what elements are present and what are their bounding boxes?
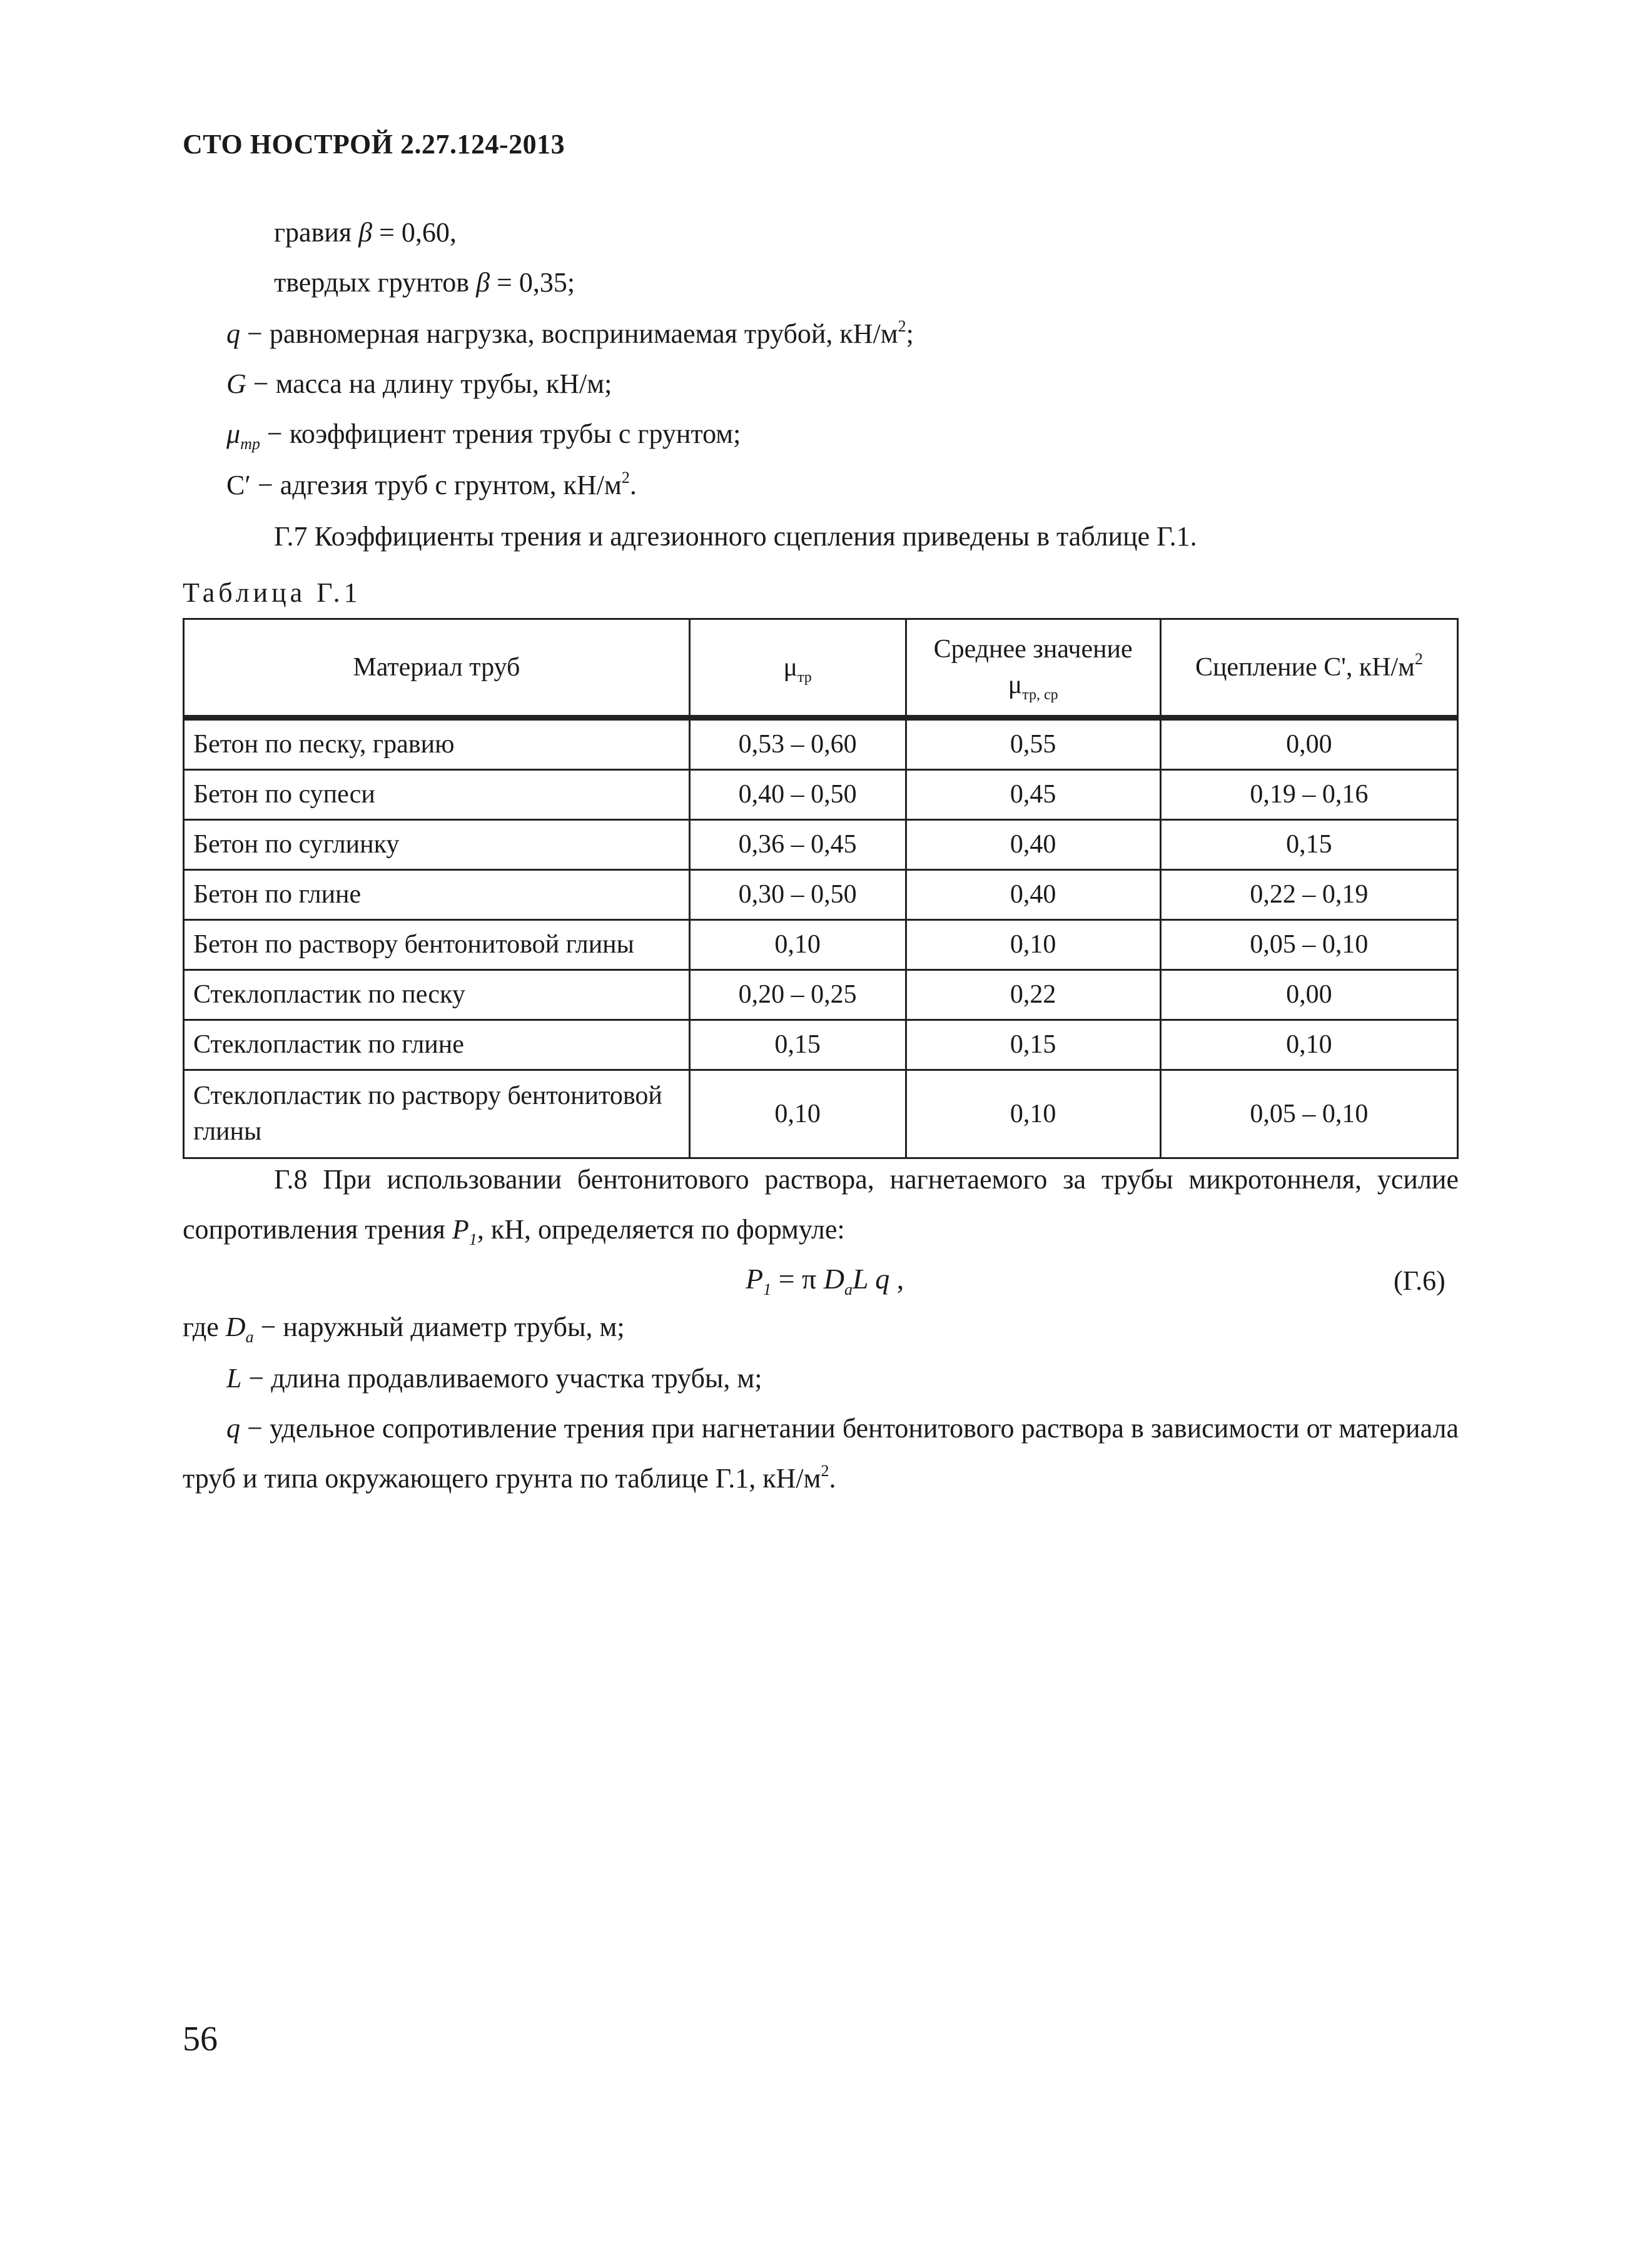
table-row <box>184 1070 1458 1158</box>
mu-range-cell: 0,30 – 0,50 <box>689 870 906 920</box>
table-row <box>184 970 1458 1020</box>
g-symbol: G <box>226 368 246 399</box>
q-definition-line: q − равномерная нагрузка, воспринимаемая трубой, $кН/м^2$; <box>226 317 914 349</box>
c-symbol: C′ <box>226 470 251 500</box>
adhesion-cell: 0,05 – 0,10 <box>1160 1070 1457 1158</box>
adhesion-cell: 0,19 – 0,16 <box>1160 770 1457 820</box>
clause-g8: Г.8 При использовании бентонитового раствора, нагнетаемого за трубы микротоннеля, усилие сопротивления трения $P_1$, кН, определяется по формуле: <box>183 1164 1459 1248</box>
mu-definition-line: $\mu_{тр}$ − коэффициент трения трубы с грунтом; <box>226 418 741 453</box>
mu-range-cell: 0,15 <box>689 1020 906 1070</box>
material-cell: Стеклопластик по глине <box>184 1020 690 1070</box>
q-symbol: q <box>226 318 240 349</box>
l-symbol: L <box>226 1363 242 1394</box>
table-row <box>184 820 1458 870</box>
gravel-label: гравия <box>274 217 352 248</box>
mu-symbol: μ <box>226 418 241 449</box>
table-row <box>184 770 1458 820</box>
mu-average-cell: 0,22 <box>906 970 1160 1020</box>
adhesion-cell: 0,00 <box>1160 718 1457 770</box>
material-cell: Бетон по песку, гравию <box>184 718 690 770</box>
mu-range-cell: 0,10 <box>689 920 906 970</box>
material-cell: Бетон по глине <box>184 870 690 920</box>
da-definition-line: где $D_a$ − наружный диаметр трубы, м; <box>183 1312 625 1346</box>
table-caption: Таблица Г.1 <box>183 577 362 608</box>
document-header: СТО НОСТРОЙ 2.27.124-2013 <box>183 129 565 159</box>
mu-range-cell: 0,10 <box>689 1070 906 1158</box>
mu-average-cell: 0,10 <box>906 1070 1160 1158</box>
mu-average-cell: 0,15 <box>906 1020 1160 1070</box>
c-definition: − адгезия труб с грунтом, кН/м <box>250 470 622 500</box>
material-cell: Бетон по суглинку <box>184 820 690 870</box>
adhesion-cell: 0,15 <box>1160 820 1457 870</box>
beta-symbol: β <box>476 267 490 298</box>
header-average: Среднее значение $\mu_{тр, ср}$ <box>906 619 1160 718</box>
clause-g7: Г.7 Коэффициенты трения и адгезионного сцепления приведены в таблице Г.1. <box>274 521 1197 552</box>
c-definition-line: C′ − адгезия труб с грунтом, $кН/м^2$. <box>226 468 637 500</box>
mu-average-cell: 0,40 <box>906 870 1160 920</box>
mu-average-cell: 0,10 <box>906 920 1160 970</box>
adhesion-cell: 0,05 – 0,10 <box>1160 920 1457 970</box>
g-definition: − масса на длину трубы, кН/м; <box>246 368 612 399</box>
header-mu: $\mu_{тр}$ <box>689 619 906 718</box>
material-cell: Стеклопластик по песку <box>184 970 690 1020</box>
gravel-coefficient-line <box>274 219 457 246</box>
table-row <box>184 1020 1458 1070</box>
mu-range-cell: 0,36 – 0,45 <box>689 820 906 870</box>
g-definition-line <box>226 370 612 398</box>
mu-range-cell: 0,20 – 0,25 <box>689 970 906 1020</box>
mu-range-cell: 0,40 – 0,50 <box>689 770 906 820</box>
adhesion-cell: 0,00 <box>1160 970 1457 1020</box>
q-symbol: q <box>226 1413 240 1444</box>
l-definition-line: L − длина продавливаемого участка трубы, м; <box>226 1363 762 1394</box>
mu-average-cell: 0,55 <box>906 718 1160 770</box>
table-row <box>184 718 1458 770</box>
q-specific-definition: q − удельное сопротивление трения при нагнетании бентонитового раствора в зависимости от материала труб и типа окружающего грунта по таблице Г.1, $кН/м^2$. <box>183 1413 1459 1494</box>
table-row <box>184 920 1458 970</box>
gravel-value: = 0,60, <box>372 217 457 248</box>
hard-soil-label: твердых грунтов <box>274 267 470 298</box>
material-cell: Бетон по супеси <box>184 770 690 820</box>
table-row <box>184 870 1458 920</box>
formula-g6: $P_1 = \pi$ $D_aL$ q , <box>746 1263 904 1299</box>
table-header-row <box>184 619 1458 718</box>
beta-symbol: β <box>358 217 373 248</box>
hard-soil-coefficient-line <box>274 269 575 296</box>
header-material: Материал труб <box>184 619 690 718</box>
da-symbol: D <box>225 1312 246 1342</box>
page-number: 56 <box>183 2020 218 2058</box>
friction-coefficients-table <box>183 618 1459 1159</box>
mu-definition: − коэффициент трения трубы с грунтом; <box>260 418 741 449</box>
formula-number: (Г.6) <box>1394 1265 1445 1296</box>
p-symbol: P <box>452 1214 469 1245</box>
material-cell: Бетон по раствору бентонитовой глины <box>184 920 690 970</box>
hard-soil-value: = 0,35; <box>490 267 575 298</box>
mu-average-cell: 0,45 <box>906 770 1160 820</box>
q-definition: − равномерная нагрузка, воспринимаемая трубой, кН/м <box>240 318 898 349</box>
mu-average-cell: 0,40 <box>906 820 1160 870</box>
header-adhesion: Сцепление C', $кН/м^2$ <box>1160 619 1457 718</box>
mu-range-cell: 0,53 – 0,60 <box>689 718 906 770</box>
material-cell: Стеклопластик по раствору бентонитовой глины <box>184 1070 690 1158</box>
adhesion-cell: 0,10 <box>1160 1020 1457 1070</box>
adhesion-cell: 0,22 – 0,19 <box>1160 870 1457 920</box>
